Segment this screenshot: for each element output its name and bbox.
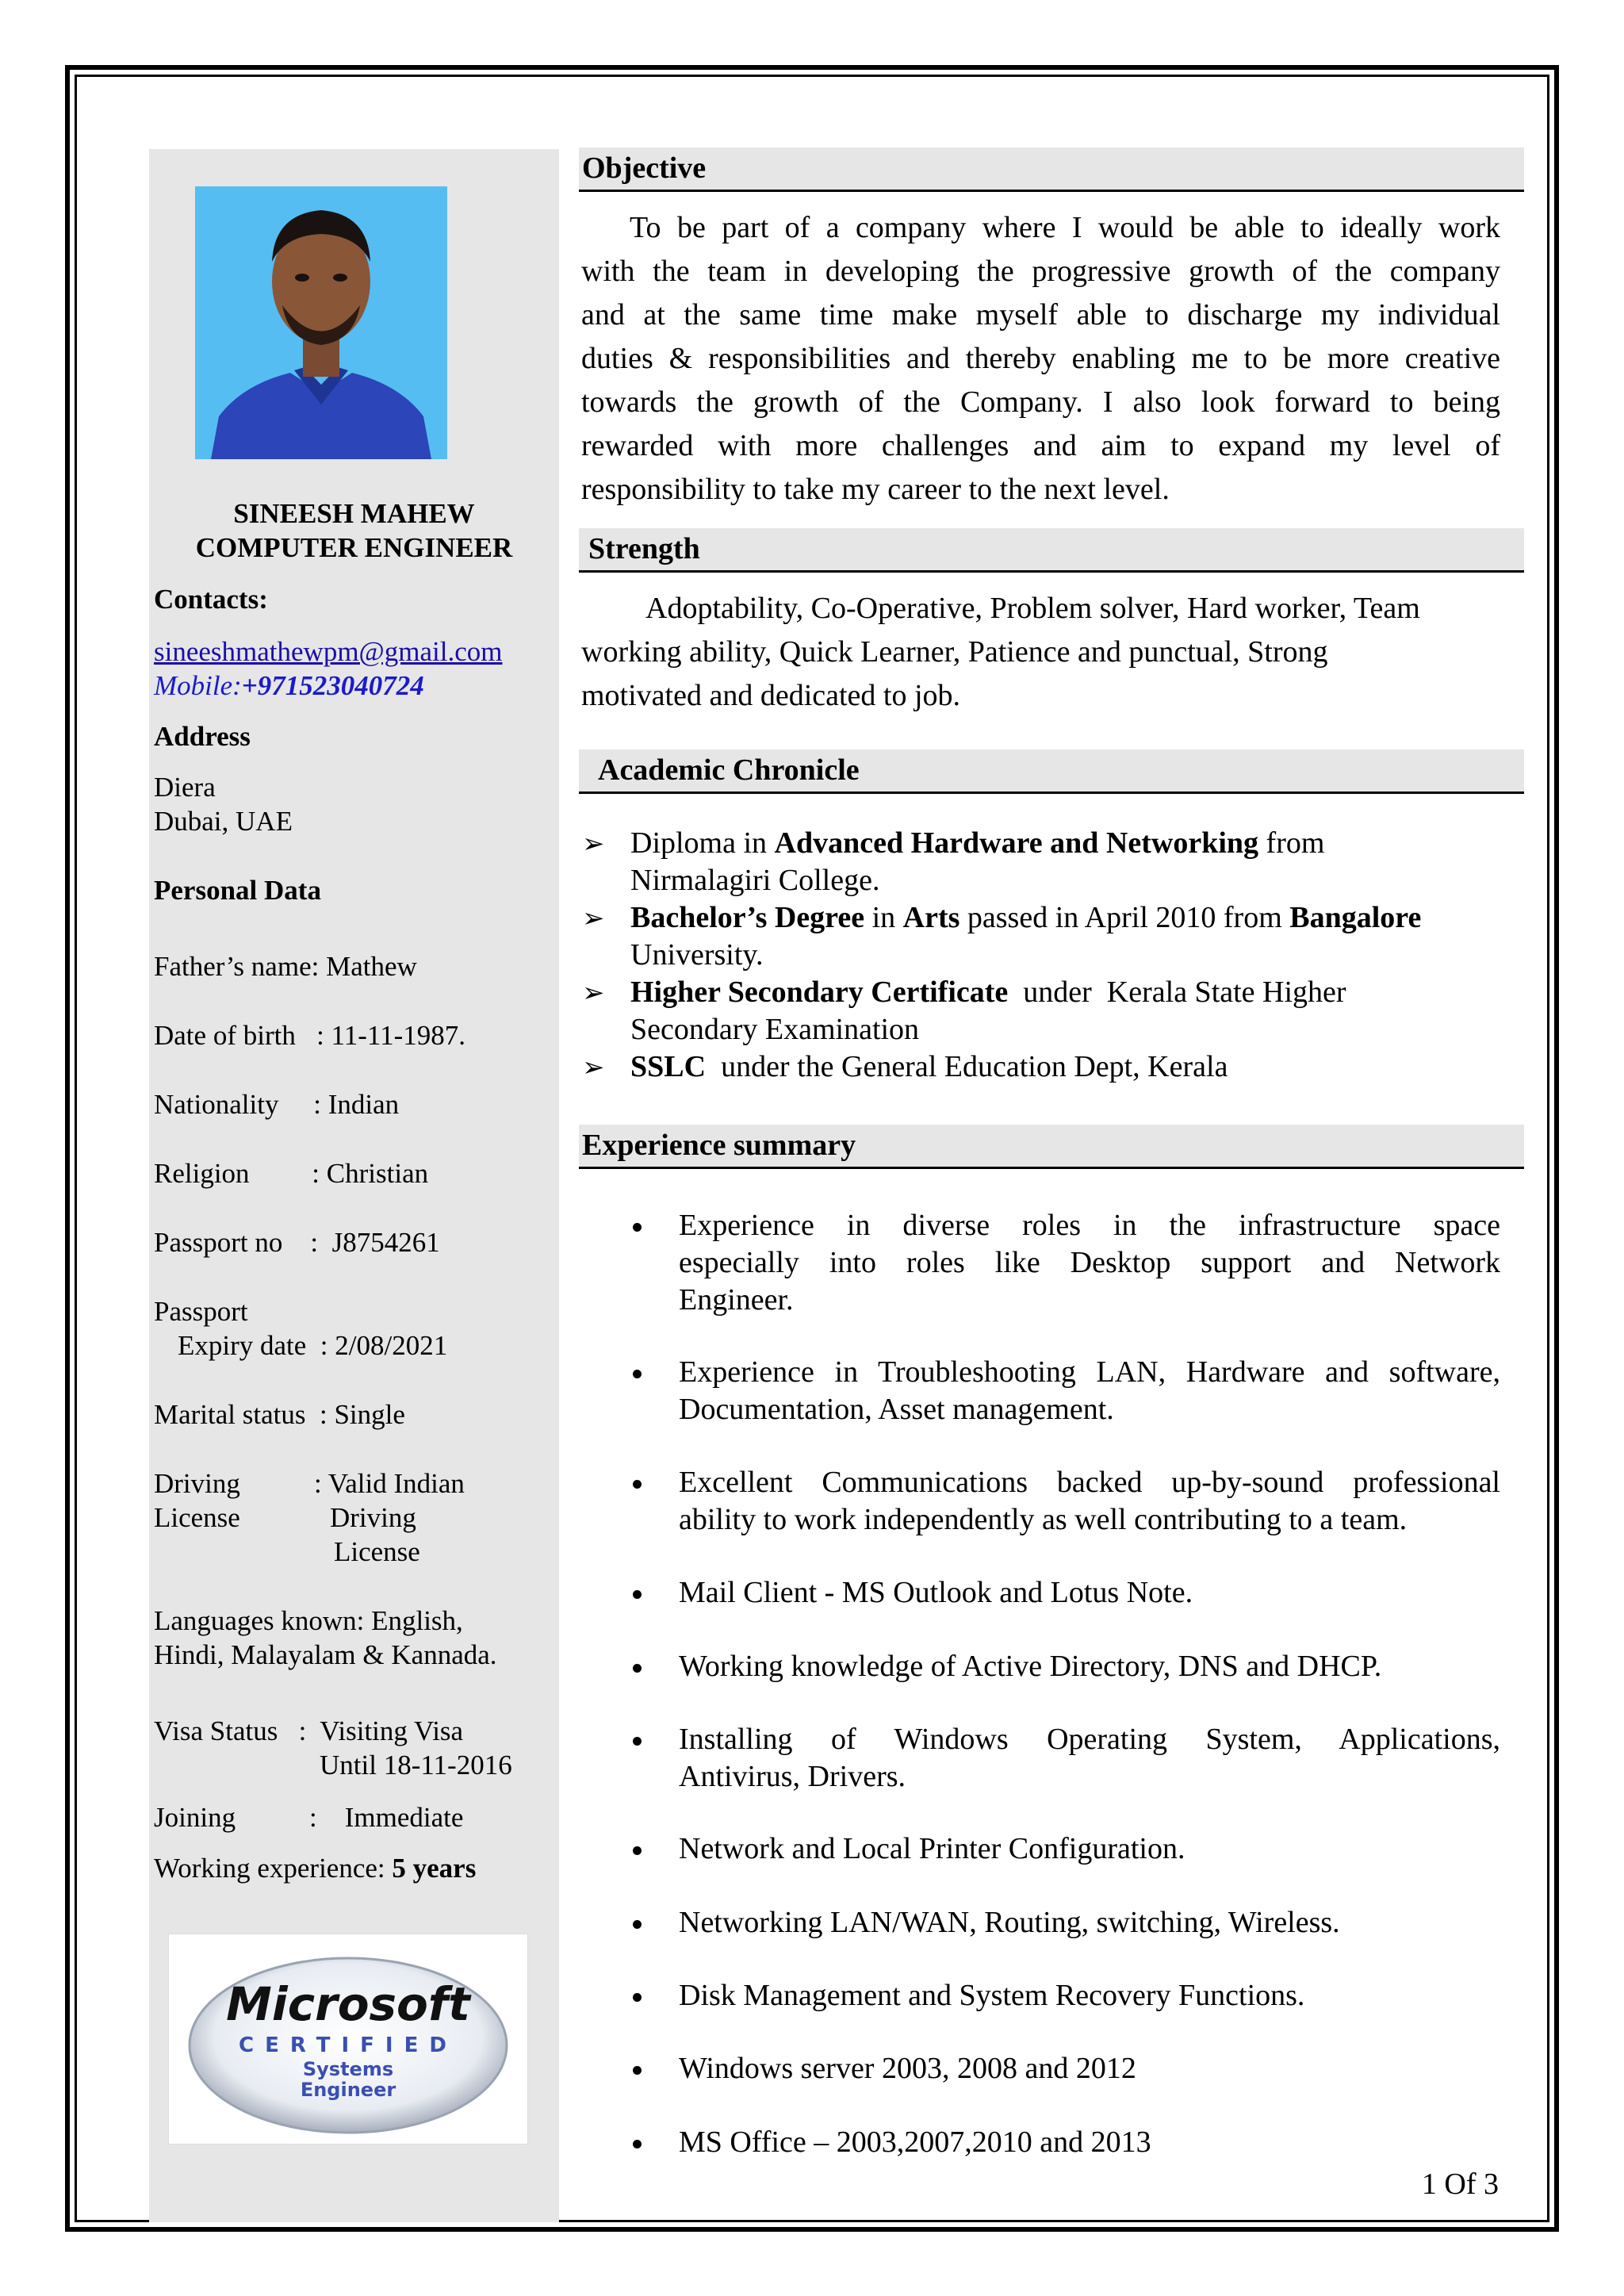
bullet-icon — [633, 1590, 642, 1599]
objective-heading: Objective — [579, 148, 1524, 192]
academic-item-part: Diploma in — [630, 826, 775, 860]
academic-item — [630, 899, 1421, 937]
person-title: COMPUTER ENGINEER — [195, 532, 513, 563]
academic-item-part: Bachelor’s Degree — [630, 901, 865, 934]
strength-line: Adoptability, Co-Operative, Problem solver, Hard worker, Team — [645, 592, 1420, 625]
experience-line: Mail Client - MS Outlook and Lotus Note. — [679, 1576, 1193, 1609]
arrow-bullet-icon: ➢ — [582, 979, 605, 1008]
date-of-birth: Date of birth : 11-11-1987. — [154, 1020, 466, 1051]
page-number: 1 Of 3 — [1421, 2168, 1499, 2201]
joining-value: : Immediate — [309, 1802, 464, 1833]
strength-line: motivated and dedicated to job. — [581, 679, 961, 712]
experience-line: Disk Management and System Recovery Functions. — [679, 1979, 1305, 2012]
email-link[interactable]: sineeshmathewpm@gmail.com — [154, 636, 503, 667]
mobile-number: +971523040724 — [241, 670, 424, 701]
academic-item-part: from — [1258, 826, 1325, 860]
academic-item-part: under the General Education Dept, Kerala — [706, 1050, 1228, 1083]
father-name: Father’s name: Mathew — [154, 951, 417, 982]
experience-line: Experience in diverse roles in the infrastructure space — [679, 1209, 1500, 1242]
arrow-bullet-icon: ➢ — [582, 1053, 605, 1083]
objective-line: rewarded with more challenges and aim to expand my level of — [581, 429, 1500, 462]
working-experience-label: Working experience: — [154, 1853, 393, 1884]
bullet-icon — [633, 1993, 642, 2002]
passport-label: Passport — [154, 1296, 248, 1327]
academic-item-part: Higher Secondary Certificate — [630, 976, 1009, 1009]
experience-line: Engineer. — [679, 1283, 794, 1317]
experience-line: ability to work independently as well contributing to a team. — [679, 1503, 1408, 1536]
experience-line: Excellent Communications backed up-by-sound professional — [679, 1466, 1500, 1499]
contacts-label: Contacts: — [154, 584, 268, 615]
address-line1: Diera — [154, 772, 216, 803]
working-experience — [154, 1851, 476, 1886]
ms-logo-line1: Systems — [302, 2058, 394, 2080]
academic-item-part: Arts — [902, 901, 960, 934]
microsoft-certified-logo — [168, 1934, 528, 2145]
ms-logo-certified: CERTIFIED — [239, 2033, 458, 2057]
experience-line: Installing of Windows Operating System, Applications, — [679, 1723, 1500, 1756]
bullet-icon — [633, 1480, 642, 1489]
driving-value-line2: Driving — [330, 1502, 416, 1533]
nationality: Nationality : Indian — [154, 1089, 400, 1120]
objective-line: towards the growth of the Company. I also look forward to being — [581, 385, 1500, 419]
bullet-icon — [633, 1370, 642, 1378]
mobile-line — [154, 669, 424, 703]
license-label: License — [154, 1502, 240, 1533]
joining-label: Joining — [154, 1802, 236, 1833]
academic-item-part: under Kerala State Higher — [1008, 976, 1346, 1009]
bullet-icon — [633, 1664, 642, 1673]
objective-line: duties & responsibilities and thereby enabling me to be more creative — [581, 342, 1500, 375]
academic-item-part: in — [864, 901, 903, 934]
academic-item — [630, 825, 1324, 862]
driving-value: : Valid Indian — [314, 1468, 465, 1499]
bullet-icon — [633, 2066, 642, 2075]
visa-until: Until 18-11-2016 — [320, 1750, 512, 1780]
academic-item-part: SSLC — [630, 1050, 707, 1083]
academic-item-part: passed in April 2010 from — [959, 901, 1290, 934]
person-name: SINEESH MAHEW — [233, 498, 475, 529]
arrow-bullet-icon: ➢ — [582, 830, 605, 859]
driving-label: Driving — [154, 1468, 240, 1499]
bullet-icon — [633, 1920, 642, 1929]
languages-line1: Languages known: English, — [154, 1605, 463, 1636]
experience-line: Network and Local Printer Configuration. — [679, 1832, 1185, 1865]
visa-status: Visa Status : Visiting Visa — [154, 1715, 464, 1746]
marital-status: Marital status : Single — [154, 1399, 405, 1430]
passport-number: Passport no : J8754261 — [154, 1227, 440, 1258]
bullet-icon — [633, 1223, 642, 1232]
arrow-bullet-icon: ➢ — [582, 904, 605, 933]
experience-heading: Experience summary — [579, 1125, 1524, 1169]
address-label: Address — [154, 721, 251, 752]
experience-line: MS Office – 2003,2007,2010 and 2013 — [679, 2125, 1151, 2159]
experience-line: Documentation, Asset management. — [679, 1393, 1114, 1426]
mobile-label: Mobile: — [154, 670, 242, 701]
academic-item — [630, 974, 1346, 1011]
address-line2: Dubai, UAE — [154, 806, 293, 837]
working-experience-value: 5 years — [392, 1853, 477, 1884]
academic-heading: Academic Chronicle — [579, 749, 1524, 794]
academic-item-line2: University. — [630, 938, 764, 972]
experience-line: Windows server 2003, 2008 and 2012 — [679, 2052, 1136, 2085]
strength-heading: Strength — [579, 528, 1524, 573]
academic-item-line2: Nirmalagiri College. — [630, 864, 880, 897]
bullet-icon — [633, 1846, 642, 1855]
passport-expiry: Expiry date : 2/08/2021 — [178, 1330, 448, 1361]
objective-line: with the team in developing the progressive growth of the company — [581, 255, 1500, 288]
experience-line: Experience in Troubleshooting LAN, Hardware and software, — [679, 1355, 1500, 1389]
experience-line: Working knowledge of Active Directory, DNS and DHCP. — [679, 1650, 1382, 1683]
bullet-icon — [633, 1737, 642, 1746]
languages-line2: Hindi, Malayalam & Kannada. — [154, 1639, 497, 1670]
bullet-icon — [633, 2140, 642, 2148]
profile-photo — [195, 186, 447, 459]
academic-item-part: Advanced Hardware and Networking — [774, 826, 1259, 860]
driving-value-line3: License — [334, 1536, 420, 1567]
religion: Religion : Christian — [154, 1158, 429, 1189]
personal-data-label: Personal Data — [154, 875, 321, 906]
experience-line: Antivirus, Drivers. — [679, 1760, 906, 1793]
academic-item-part: Bangalore — [1289, 901, 1422, 934]
experience-line: especially into roles like Desktop support and Network — [679, 1246, 1500, 1279]
objective-line: To be part of a company where I would be able to ideally work — [630, 211, 1500, 244]
ms-logo-line2: Engineer — [300, 2079, 396, 2101]
academic-item-line2: Secondary Examination — [630, 1013, 920, 1046]
experience-line: Networking LAN/WAN, Routing, switching, Wireless. — [679, 1906, 1340, 1939]
objective-line: responsibility to take my career to the next level. — [581, 473, 1170, 506]
academic-item — [630, 1048, 1228, 1086]
ms-logo-brand: Microsoft — [226, 1977, 470, 2031]
objective-line: and at the same time make myself able to discharge my individual — [581, 298, 1500, 332]
strength-line: working ability, Quick Learner, Patience and punctual, Strong — [581, 635, 1328, 669]
